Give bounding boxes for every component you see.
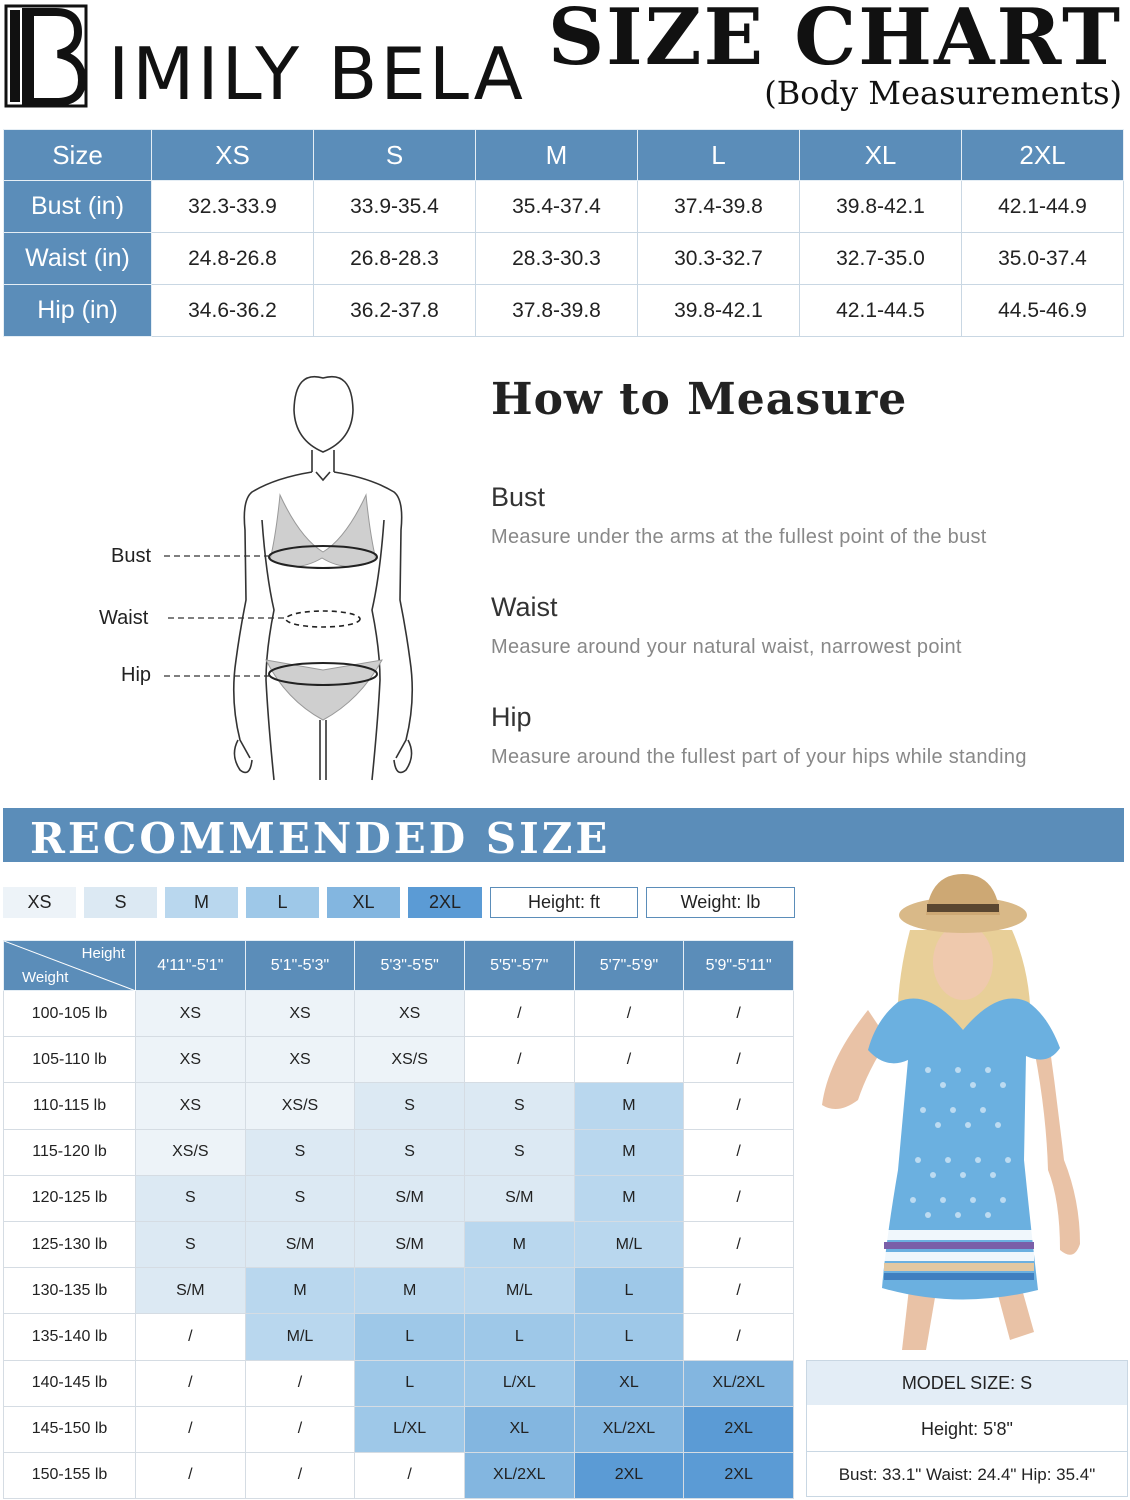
size-cell: L	[574, 1314, 684, 1360]
weight-row-label: 145-150 lb	[4, 1406, 136, 1452]
table-row	[4, 285, 1124, 337]
size-header-cell: XL	[800, 130, 962, 181]
size-cell: M	[464, 1221, 574, 1267]
page-title: SIZE CHART	[547, 0, 1122, 83]
table-row	[4, 1129, 794, 1175]
size-cell: M/L	[574, 1221, 684, 1267]
weight-row-label: 130-135 lb	[4, 1268, 136, 1314]
size-cell: XL/2XL	[574, 1406, 684, 1452]
size-cell: /	[136, 1452, 246, 1498]
recommended-size-table	[3, 940, 794, 1499]
size-cell: XS/S	[355, 1037, 465, 1083]
table-cell: 32.7-35.0	[800, 233, 962, 285]
model-photo-illustration	[798, 870, 1128, 1360]
weight-row-label: 120-125 lb	[4, 1175, 136, 1221]
size-cell: S	[136, 1175, 246, 1221]
table-row	[4, 991, 794, 1037]
legend-s: S	[84, 887, 157, 918]
size-header-cell: 2XL	[962, 130, 1124, 181]
table-cell: 37.8-39.8	[476, 285, 638, 337]
weight-row-label: 150-155 lb	[4, 1452, 136, 1498]
size-cell: M	[245, 1268, 355, 1314]
size-cell: 2XL	[684, 1452, 794, 1498]
table-row	[4, 233, 1124, 285]
size-cell: /	[245, 1360, 355, 1406]
weight-row-label: 105-110 lb	[4, 1037, 136, 1083]
table-cell: 44.5-46.9	[962, 285, 1124, 337]
hip-label: Hip	[121, 664, 152, 686]
howto-waist-description: Measure around your natural waist, narrowest point	[491, 636, 962, 658]
size-cell: /	[464, 1037, 574, 1083]
size-cell: /	[136, 1314, 246, 1360]
weight-row-label: 140-145 lb	[4, 1360, 136, 1406]
size-cell: /	[136, 1406, 246, 1452]
height-header-cell: 5'9"-5'11"	[684, 941, 794, 991]
size-cell: /	[574, 1037, 684, 1083]
table-row	[4, 1406, 794, 1452]
size-cell: S	[136, 1221, 246, 1267]
size-cell: /	[245, 1406, 355, 1452]
size-cell: XS	[136, 1083, 246, 1129]
size-cell: S/M	[136, 1268, 246, 1314]
size-cell: S	[464, 1129, 574, 1175]
size-cell: M/L	[245, 1314, 355, 1360]
weight-row-label: 135-140 lb	[4, 1314, 136, 1360]
size-cell: S	[464, 1083, 574, 1129]
how-to-measure-title: How to Measure	[491, 374, 908, 425]
size-cell: L/XL	[355, 1406, 465, 1452]
size-header-cell: XS	[152, 130, 314, 181]
size-cell: XS	[355, 991, 465, 1037]
model-height-label: Height: 5'8"	[807, 1406, 1127, 1452]
table-cell: 32.3-33.9	[152, 181, 314, 233]
row-label: Waist (in)	[4, 233, 152, 285]
height-header-cell: 4'11"-5'1"	[136, 941, 246, 991]
table-cell: 42.1-44.9	[962, 181, 1124, 233]
size-cell: XS/S	[245, 1083, 355, 1129]
size-cell: L	[355, 1314, 465, 1360]
corner-height-label: Height	[81, 945, 125, 962]
height-header-row	[4, 941, 794, 991]
weight-row-label: 100-105 lb	[4, 991, 136, 1037]
size-cell: S/M	[355, 1175, 465, 1221]
size-cell: /	[684, 991, 794, 1037]
howto-hip-heading: Hip	[491, 702, 532, 732]
table-cell: 28.3-30.3	[476, 233, 638, 285]
size-cell: XL/2XL	[464, 1452, 574, 1498]
size-cell: M	[355, 1268, 465, 1314]
recommended-table-body	[4, 991, 794, 1499]
legend-l: L	[246, 887, 319, 918]
table-corner	[4, 941, 136, 991]
page-subtitle: (Body Measurements)	[764, 74, 1122, 112]
howto-waist-heading: Waist	[491, 592, 558, 622]
size-header-cell: L	[638, 130, 800, 181]
size-cell: M	[574, 1129, 684, 1175]
size-cell: XS	[245, 991, 355, 1037]
size-cell: /	[136, 1360, 246, 1406]
howto-bust-heading: Bust	[491, 482, 546, 512]
table-cell: 42.1-44.5	[800, 285, 962, 337]
weight-row-label: 110-115 lb	[4, 1083, 136, 1129]
size-cell: /	[684, 1268, 794, 1314]
size-cell: S/M	[245, 1221, 355, 1267]
size-cell: 2XL	[574, 1452, 684, 1498]
size-cell: L	[464, 1314, 574, 1360]
model-info-card	[806, 1360, 1128, 1497]
weight-row-label: 125-130 lb	[4, 1221, 136, 1267]
size-cell: /	[355, 1452, 465, 1498]
height-unit-label: Height: ft	[490, 887, 638, 918]
table-cell: 36.2-37.8	[314, 285, 476, 337]
table-cell: 39.8-42.1	[800, 181, 962, 233]
size-cell: XL/2XL	[684, 1360, 794, 1406]
recommended-title: RECOMMENDED SIZE	[30, 814, 611, 863]
size-chart-table	[3, 129, 1124, 337]
legend-m: M	[165, 887, 238, 918]
table-cell: 39.8-42.1	[638, 285, 800, 337]
size-cell: S	[355, 1083, 465, 1129]
table-row	[4, 1221, 794, 1267]
table-cell: 34.6-36.2	[152, 285, 314, 337]
table-cell: 26.8-28.3	[314, 233, 476, 285]
size-cell: XS	[245, 1037, 355, 1083]
measurement-figure	[90, 360, 430, 790]
size-cell: S/M	[355, 1221, 465, 1267]
weight-unit-label: Weight: lb	[646, 887, 795, 918]
legend-xl: XL	[327, 887, 400, 918]
table-row	[4, 1083, 794, 1129]
size-cell: M	[574, 1083, 684, 1129]
howto-hip-description: Measure around the fullest part of your hips while standing	[491, 746, 1027, 768]
size-cell: /	[574, 991, 684, 1037]
table-cell: 35.0-37.4	[962, 233, 1124, 285]
row-label: Bust (in)	[4, 181, 152, 233]
size-cell: S	[245, 1175, 355, 1221]
size-header-cell: M	[476, 130, 638, 181]
brand-name: IMILY BELA	[108, 32, 526, 116]
size-cell: /	[684, 1037, 794, 1083]
size-cell: /	[684, 1221, 794, 1267]
brand-logo	[4, 4, 526, 116]
size-cell: XL	[574, 1360, 684, 1406]
legend-2xl: 2XL	[408, 887, 482, 918]
table-row	[4, 1314, 794, 1360]
size-header-row	[4, 130, 1124, 181]
corner-weight-label: Weight	[22, 969, 69, 986]
table-row	[4, 1360, 794, 1406]
model-photo	[798, 870, 1128, 1360]
row-label: Hip (in)	[4, 285, 152, 337]
table-cell: 30.3-32.7	[638, 233, 800, 285]
size-cell: S	[355, 1129, 465, 1175]
size-cell: /	[684, 1314, 794, 1360]
size-cell: /	[684, 1175, 794, 1221]
howto-bust-description: Measure under the arms at the fullest point of the bust	[491, 526, 987, 548]
table-row	[4, 1268, 794, 1314]
size-cell: L	[355, 1360, 465, 1406]
waist-label: Waist	[99, 607, 149, 629]
table-row	[4, 1452, 794, 1498]
weight-row-label: 115-120 lb	[4, 1129, 136, 1175]
height-header-cell: 5'3"-5'5"	[355, 941, 465, 991]
height-header-cell: 5'7"-5'9"	[574, 941, 684, 991]
height-header-cell: 5'5"-5'7"	[464, 941, 574, 991]
size-corner-header: Size	[4, 130, 152, 181]
size-header-cell: S	[314, 130, 476, 181]
table-cell: 35.4-37.4	[476, 181, 638, 233]
size-cell: S	[245, 1129, 355, 1175]
size-cell: /	[684, 1129, 794, 1175]
legend-xs: XS	[3, 887, 76, 918]
table-row	[4, 1037, 794, 1083]
size-cell: L	[574, 1268, 684, 1314]
recommended-banner	[3, 808, 1124, 862]
bust-label: Bust	[111, 545, 152, 567]
table-cell: 24.8-26.8	[152, 233, 314, 285]
model-measurements-label: Bust: 33.1" Waist: 24.4" Hip: 35.4"	[838, 1465, 1096, 1484]
size-cell: XS	[136, 991, 246, 1037]
table-row	[4, 181, 1124, 233]
table-cell: 33.9-35.4	[314, 181, 476, 233]
size-cell: L/XL	[464, 1360, 574, 1406]
size-cell: /	[245, 1452, 355, 1498]
model-size-label: MODEL SIZE: S	[807, 1361, 1127, 1405]
table-row	[4, 1175, 794, 1221]
body-outline-illustration	[90, 360, 430, 790]
size-cell: /	[464, 991, 574, 1037]
size-cell: XS	[136, 1037, 246, 1083]
table-cell: 37.4-39.8	[638, 181, 800, 233]
size-cell: XL	[464, 1406, 574, 1452]
size-cell: XS/S	[136, 1129, 246, 1175]
size-cell: M	[574, 1175, 684, 1221]
size-cell: /	[684, 1083, 794, 1129]
size-cell: M/L	[464, 1268, 574, 1314]
brand-monogram-icon	[4, 4, 88, 108]
height-header-cell: 5'1"-5'3"	[245, 941, 355, 991]
size-cell: 2XL	[684, 1406, 794, 1452]
size-cell: S/M	[464, 1175, 574, 1221]
